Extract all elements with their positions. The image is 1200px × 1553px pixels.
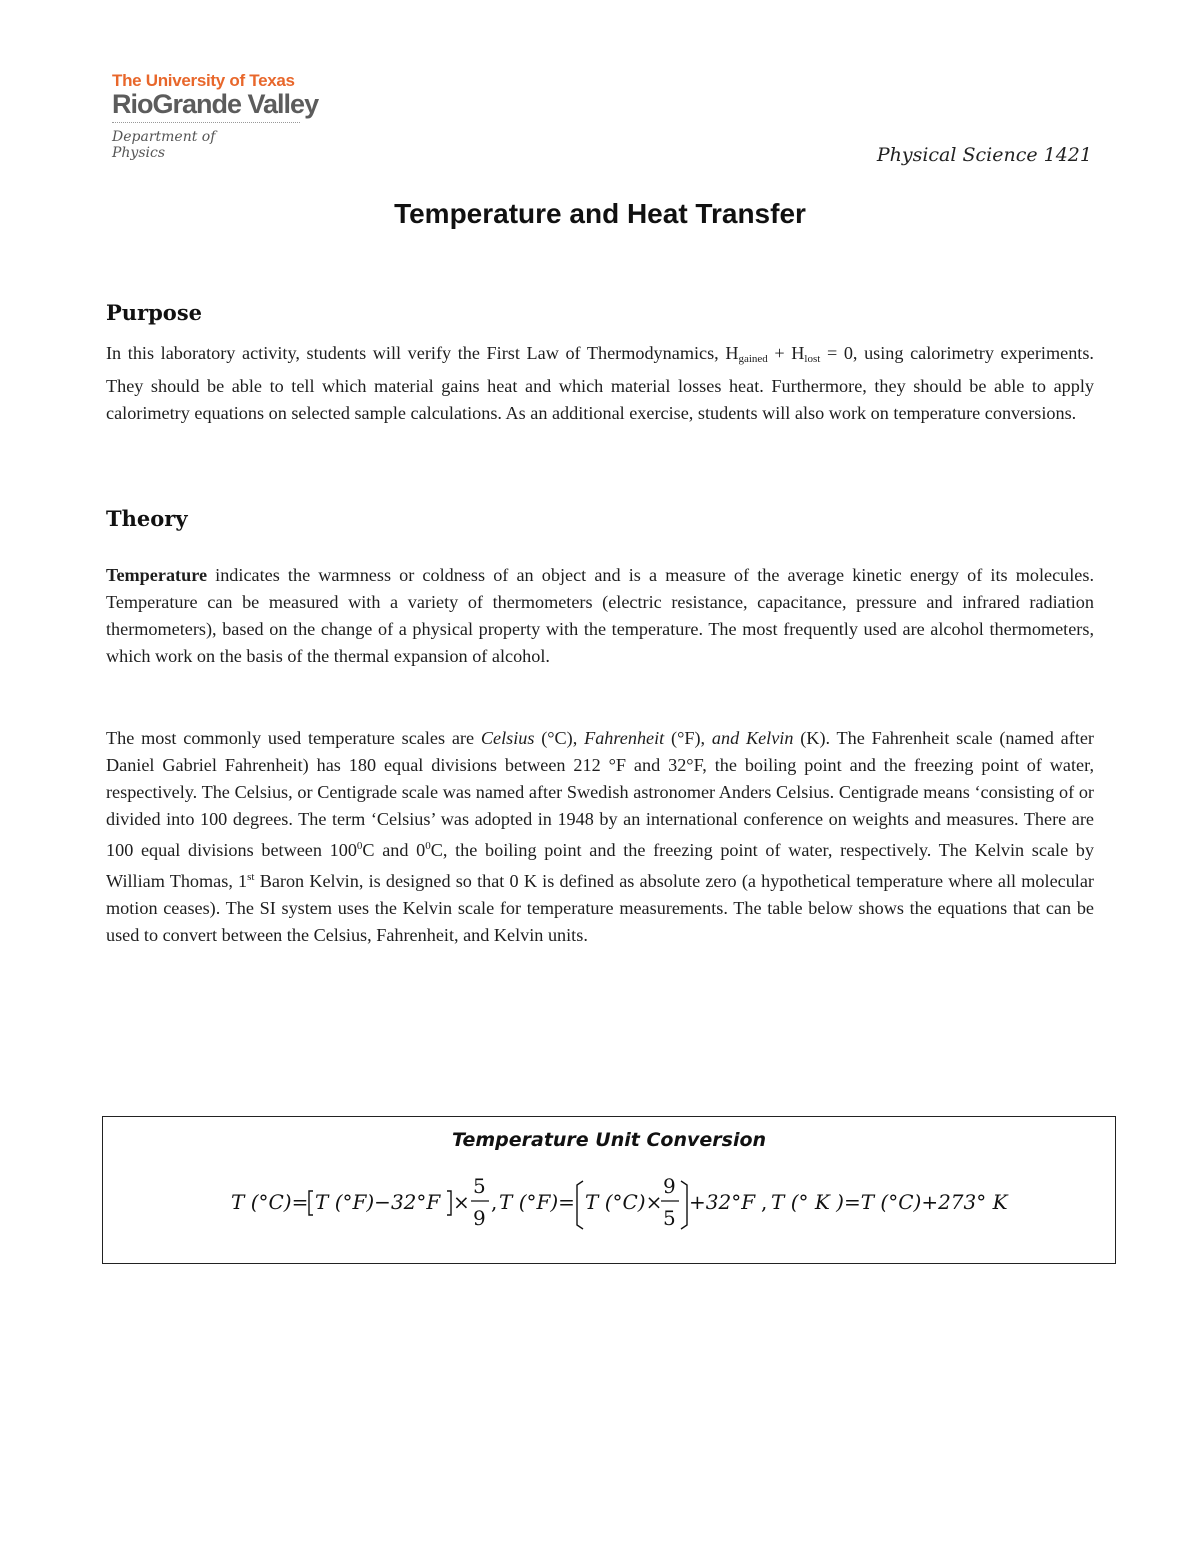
eq2-inner: T (°C)× — [585, 1190, 663, 1214]
purpose-text-a: In this laboratory activity, students will verify the First Law of Thermodynamics, H — [106, 343, 739, 363]
conversion-box-title: Temperature Unit Conversion — [451, 1129, 767, 1151]
eq2-numerator: 9 — [663, 1174, 676, 1198]
p2-d: (K). The Fahrenheit scale (named after Daniel Gabriel Fahrenheit) has 180 equal divisions between 212 °F and 32°F, the boiling point and the freezing point of water, respectively. The Celsius, or Centigrade scale was named after Swedish astronomer Anders Celsius. Centigrade means ‘consisting of or divided into 100 degrees. The term ‘Celsius’ was adopted in 1948 by an international conference on weights and measures. There are 100 equal divisions between 100 — [106, 728, 1094, 860]
eq1-numerator: 5 — [473, 1174, 486, 1198]
eq1-lhs: T (°C)= — [231, 1190, 309, 1214]
eq-separator-1: , — [491, 1190, 498, 1214]
celsius-term: Celsius — [480, 728, 535, 748]
p2-e: C and 0 — [362, 840, 426, 860]
document-title: Temperature and Heat Transfer — [394, 198, 806, 229]
logo-campus-name: RioGrande Valley — [112, 89, 319, 119]
theory-paragraph-1 — [106, 562, 1094, 670]
superscript-degree-2: 0 — [425, 840, 431, 852]
temperature-term: Temperature — [106, 565, 208, 585]
fahrenheit-term: Fahrenheit — [584, 728, 665, 748]
kelvin-term: and Kelvin — [711, 728, 794, 748]
logo-divider — [112, 122, 300, 123]
superscript-degree-1: 0 — [356, 840, 363, 852]
p2-b: (°C), — [534, 728, 585, 748]
conversion-equations — [103, 1157, 1115, 1257]
eq-separator-2: , — [761, 1190, 768, 1214]
eq2-lhs: T (°F)= — [499, 1190, 575, 1214]
p2-g: Baron Kelvin, is designed so that 0 K is defined as absolute zero (a hypothetical temperature where all molecular motion ceases). The SI system uses the Kelvin scale for temperature measurements. The table below shows the equations that can be used to convert between the Celsius, Fahrenheit, and Kelvin units. — [106, 871, 1094, 945]
eq2-right-paren — [681, 1181, 687, 1229]
logo-department-line1: Department of — [112, 129, 216, 145]
purpose-heading: Purpose — [106, 300, 202, 325]
eq1-times: × — [453, 1190, 470, 1214]
theory-p1-text: indicates the warmness or coldness of an object and is a measure of the average kinetic energy of its molecules. Temperature can be measured with a variety of thermometers (electric resistance, capacitance, pressure and infrared radiation thermometers), based on the change of a physical property with the temperature. The most frequently used are alcohol thermometers, which work on the basis of the thermal expansion of alcohol. — [106, 565, 1094, 666]
eq2-tail: +32°F — [689, 1190, 756, 1214]
theory-paragraph-2 — [106, 725, 1094, 949]
course-name: Physical Science 1421 — [876, 144, 1092, 166]
theory-heading: Theory — [106, 506, 188, 531]
purpose-text-c: = 0, using calorimetry experiments. They should be able to tell which material gains heat and which material losses heat. Furthermore, they should be able to apply calorimetry equations on selected sample calculations. As an additional exercise, students will also work on temperature conversions. — [106, 343, 1094, 423]
eq1-denominator: 9 — [473, 1206, 486, 1230]
p2-a: The most commonly used temperature scales are — [106, 728, 481, 748]
temperature-conversion-box — [102, 1116, 1116, 1264]
eq3: T (° K )=T (°C)+273° K — [771, 1190, 1008, 1214]
eq2-left-paren — [577, 1181, 583, 1229]
p2-c: (°F), — [664, 728, 712, 748]
university-logo — [112, 72, 342, 161]
eq1-left-bracket — [309, 1191, 313, 1215]
logo-department-line2: Physics — [112, 145, 166, 161]
superscript-st: st — [247, 871, 255, 883]
subscript-gained: gained — [738, 353, 768, 365]
purpose-text-b: + H — [767, 343, 805, 363]
subscript-lost: lost — [804, 353, 821, 365]
eq1-right-bracket — [447, 1191, 451, 1215]
p2-f: C, the boiling point and the freezing point of water, respectively. The Kelvin scale by William Thomas, 1 — [106, 840, 1094, 891]
eq2-denominator: 5 — [663, 1206, 676, 1230]
logo-university-name: The University of Texas — [112, 71, 295, 90]
purpose-paragraph — [106, 340, 1094, 427]
eq1-paren-content: T (°F)−32°F — [315, 1190, 441, 1214]
